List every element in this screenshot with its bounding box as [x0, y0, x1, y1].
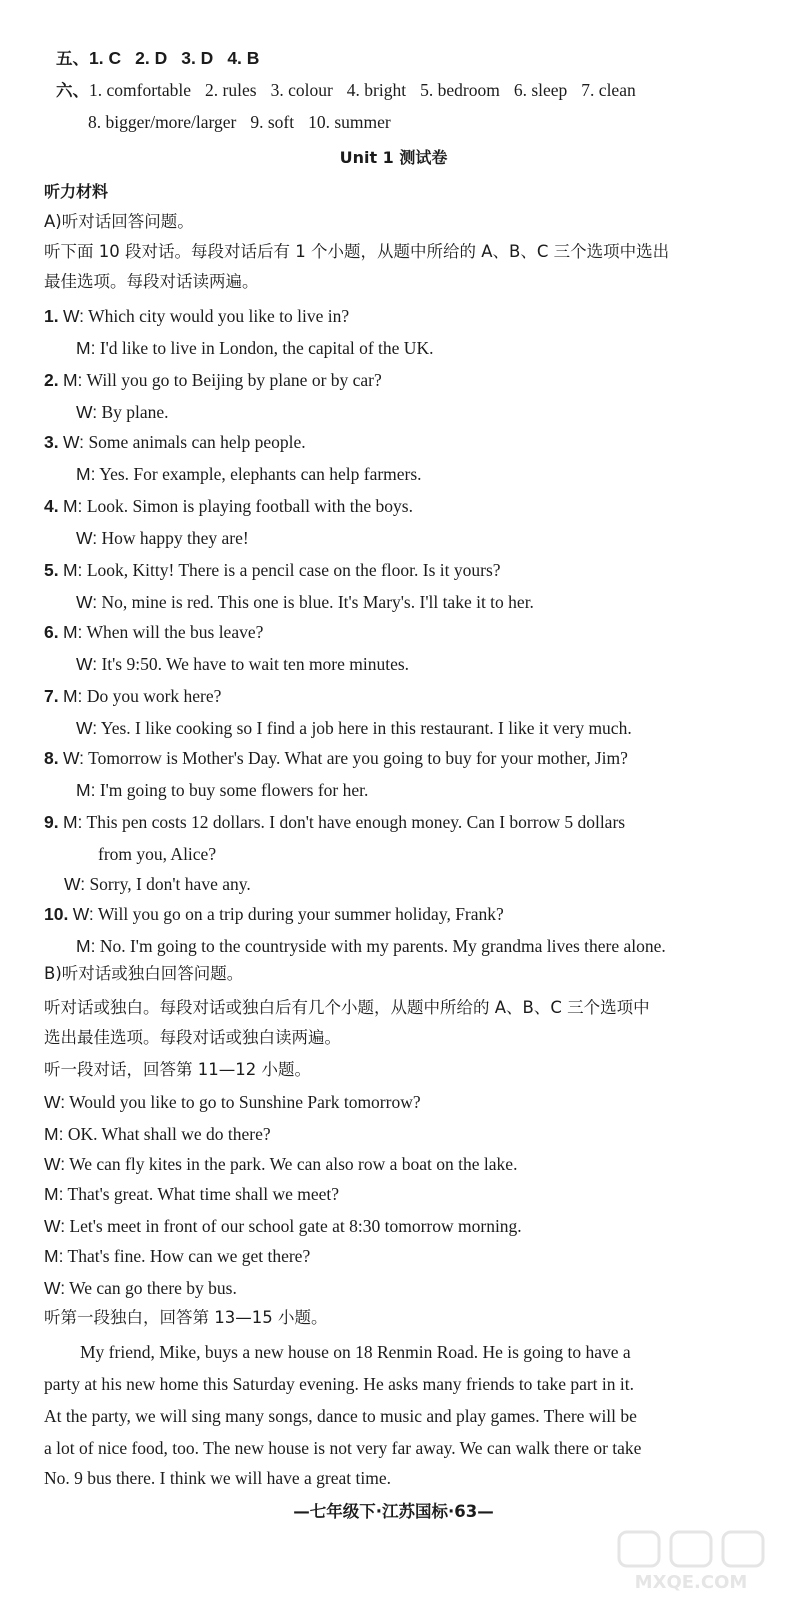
dialogue-line: W: How happy they are! — [76, 528, 249, 548]
dialogue-line: M: I'd like to live in London, the capital of the UK. — [76, 338, 434, 358]
answer-item: 5. bedroom — [420, 80, 500, 100]
dialogue-line: W: It's 9:50. We have to wait ten more minutes. — [76, 654, 410, 674]
answer-item: 3. colour — [270, 80, 333, 100]
answer-row-6a — [56, 78, 636, 103]
part-a-intro: 最佳选项。每段对话读两遍。 — [44, 272, 259, 291]
dialogue-line: W: Let's meet in front of our school gate at 8:30 tomorrow morning. — [44, 1216, 522, 1236]
answer-item: 4. B — [227, 48, 260, 68]
dialogue-line: W: No, mine is red. This one is blue. It's Mary's. I'll take it to her. — [76, 592, 534, 612]
answer-item: 1. comfortable — [89, 80, 192, 100]
answer-item: 2. D — [135, 48, 168, 68]
dialogue-line: 7. M: Do you work here? — [44, 686, 222, 706]
answer-item: 8. bigger/more/larger — [88, 112, 237, 132]
answer-row-5 — [56, 46, 259, 71]
dialogue-line: from you, Alice? — [98, 844, 217, 864]
dialogue-line: M: That's fine. How can we get there? — [44, 1246, 311, 1266]
page-title: Unit 1 测试卷 — [339, 148, 448, 167]
question-number: 5. — [44, 560, 59, 580]
listening-heading: 听力材料 — [44, 182, 109, 201]
answer-item: 9. soft — [250, 112, 295, 132]
part-a-intro: 听下面 10 段对话。每段对话后有 1 个小题，从题中所给的 A、B、C 三个选项中选出 — [44, 242, 670, 261]
dialogue-line: M: OK. What shall we do there? — [44, 1124, 271, 1144]
monologue-line: No. 9 bus there. I think we will have a great time. — [44, 1468, 391, 1488]
part-a-heading: A)听对话回答问题。 — [44, 212, 194, 231]
dialogue-line: 6. M: When will the bus leave? — [44, 622, 264, 642]
dialogue-line: W: Would you like to go to Sunshine Park tomorrow? — [44, 1092, 421, 1112]
dialogue-line: W: We can fly kites in the park. We can also row a boat on the lake. — [44, 1154, 518, 1174]
question-number: 1. — [44, 306, 59, 326]
dialogue-line: 8. W: Tomorrow is Mother's Day. What are you going to buy for your mother, Jim? — [44, 748, 628, 768]
dialogue-line: M: Yes. For example, elephants can help farmers. — [76, 464, 422, 484]
dialogue-line: M: That's great. What time shall we meet? — [44, 1184, 340, 1204]
question-number: 10. — [44, 904, 69, 924]
question-number: 2. — [44, 370, 59, 390]
watermark-icon — [601, 1530, 781, 1594]
answer-row-6b — [88, 110, 391, 134]
part-b-intro: 选出最佳选项。每段对话或独白读两遍。 — [44, 1028, 341, 1047]
dialogue-line: W: By plane. — [76, 402, 169, 422]
answer-item: 4. bright — [346, 80, 407, 100]
answer-item: 6. sleep — [513, 80, 568, 100]
question-number: 6. — [44, 622, 59, 642]
question-number: 7. — [44, 686, 59, 706]
page-footer: —七年级下·江苏国标·63— — [293, 1502, 494, 1521]
dialogue-line: 3. W: Some animals can help people. — [44, 432, 306, 452]
dialogue-line: W: Yes. I like cooking so I find a job here in this restaurant. I like it very much. — [76, 718, 632, 738]
dialogue-line: 10. W: Will you go on a trip during your summer holiday, Frank? — [44, 904, 504, 924]
dialogue-line: M: I'm going to buy some flowers for her. — [76, 780, 369, 800]
dialogue-line: M: No. I'm going to the countryside with my parents. My grandma lives there alone. — [76, 936, 666, 956]
section-label: 五、 — [56, 50, 89, 68]
monologue-line: party at his new home this Saturday evening. He asks many friends to take part in it. — [44, 1374, 635, 1394]
monologue-line: At the party, we will sing many songs, dance to music and play games. There will be — [44, 1406, 637, 1426]
question-number: 4. — [44, 496, 59, 516]
dialogue-line: W: We can go there by bus. — [44, 1278, 237, 1298]
part-b-intro: 听对话或独白。每段对话或独白后有几个小题，从题中所给的 A、B、C 三个选项中 — [44, 998, 650, 1017]
answer-item: 3. D — [181, 48, 214, 68]
question-number: 3. — [44, 432, 59, 452]
question-number: 8. — [44, 748, 59, 768]
answer-item: 1. C — [89, 48, 122, 68]
dialogue-line: 5. M: Look, Kitty! There is a pencil case on the floor. Is it yours? — [44, 560, 501, 580]
question-number: 9. — [44, 812, 59, 832]
part-b-heading: B)听对话或独白回答问题。 — [44, 964, 244, 983]
answer-item: 10. summer — [308, 112, 391, 132]
dialog-heading: 听一段对话，回答第 11—12 小题。 — [44, 1060, 311, 1079]
answer-item: 2. rules — [205, 80, 257, 100]
watermark-logo — [601, 1530, 781, 1594]
monologue-heading: 听第一段独白，回答第 13—15 小题。 — [44, 1308, 328, 1327]
dialogue-line: 2. M: Will you go to Beijing by plane or by car? — [44, 370, 382, 390]
watermark-text: MXQE.COM — [634, 1572, 748, 1593]
section-label: 六、 — [56, 82, 89, 100]
answer-item: 7. clean — [581, 80, 636, 100]
monologue-line: My friend, Mike, buys a new house on 18 Renmin Road. He is going to have a — [80, 1342, 631, 1362]
monologue-line: a lot of nice food, too. The new house is not very far away. We can walk there or take — [44, 1438, 642, 1458]
dialogue-line: 4. M: Look. Simon is playing football with the boys. — [44, 496, 413, 516]
dialogue-line: 1. W: Which city would you like to live in? — [44, 306, 350, 326]
dialogue-line: W: Sorry, I don't have any. — [64, 874, 251, 894]
dialogue-line: 9. M: This pen costs 12 dollars. I don't have enough money. Can I borrow 5 dollars — [44, 812, 626, 832]
